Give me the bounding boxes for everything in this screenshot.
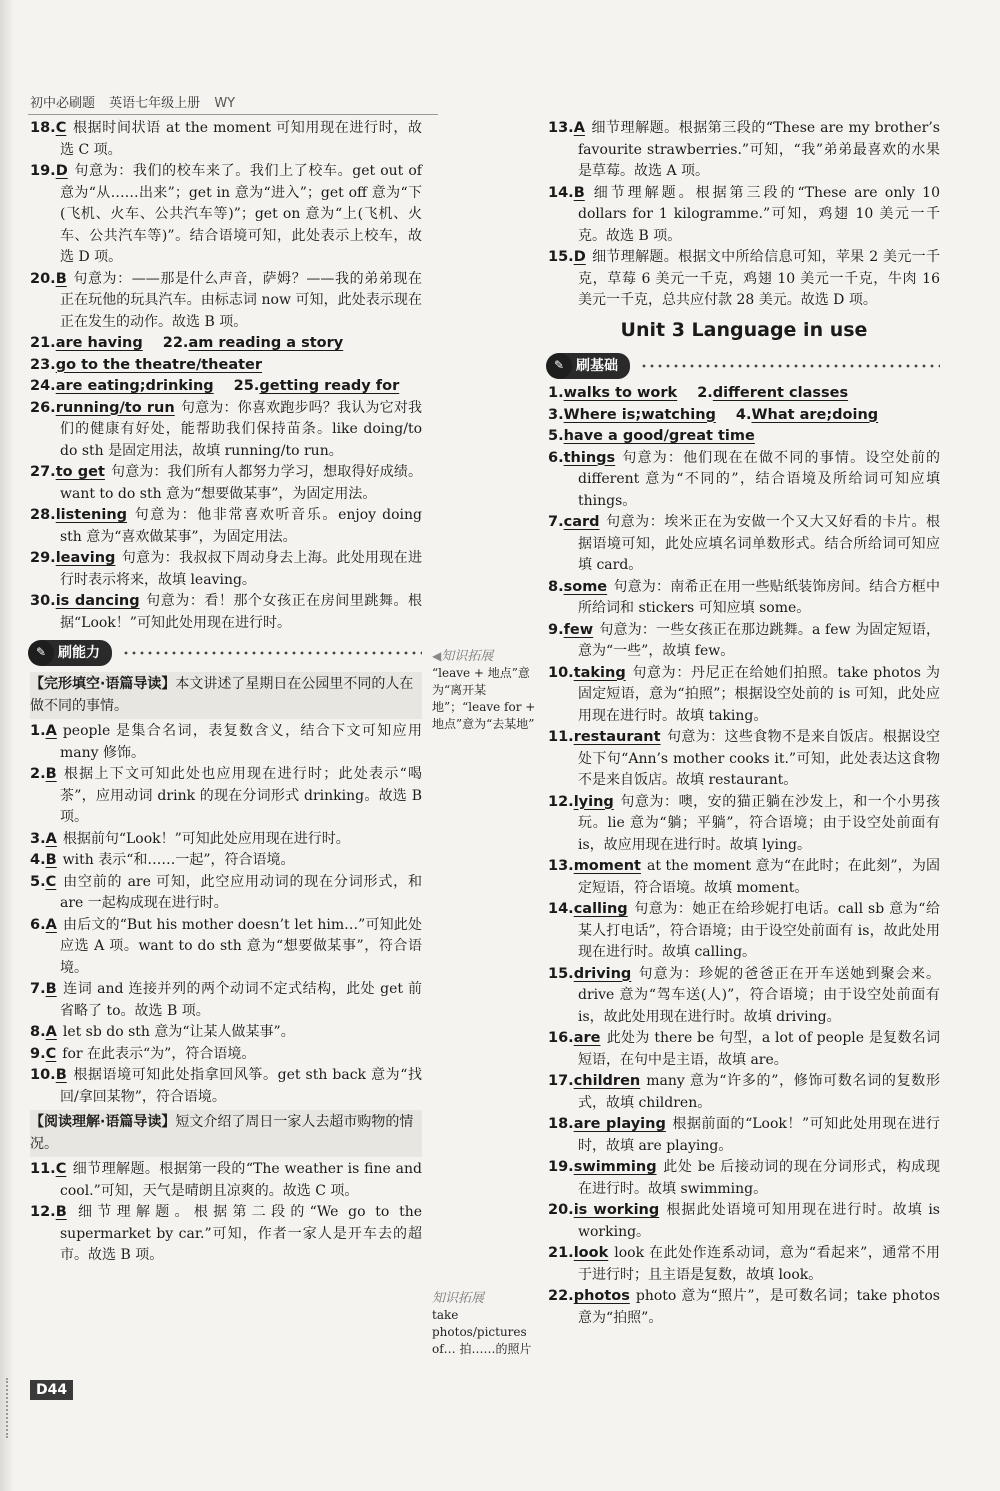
answer-key: am reading a story bbox=[188, 335, 344, 351]
explanation-text: 根据时间状语 at the moment 可知用现在进行时，故选 C 项。 bbox=[60, 120, 422, 158]
question-number: 3. bbox=[548, 406, 564, 423]
question-number: 15. bbox=[548, 249, 574, 265]
answer-key: walks to work bbox=[563, 385, 678, 401]
question-number: 18. bbox=[30, 120, 56, 136]
explanation-text: for 在此表示“为”，符合语境。 bbox=[62, 1045, 256, 1062]
question-number: 5. bbox=[548, 428, 564, 444]
explanation-text: 句意为：埃米正在为安做一个又大又好看的卡片。根据语境可知，此处应填名词单数形式。结合所给词可知应填 card。 bbox=[578, 514, 940, 573]
answer-entry bbox=[30, 829, 422, 851]
answer-list-13-15 bbox=[548, 118, 940, 312]
answer-entry bbox=[30, 462, 422, 505]
explanation-text: at the moment 意为“在此时；在此刻”，为固定短语，符合语境。故填 moment。 bbox=[578, 858, 940, 896]
question-number: 9. bbox=[548, 621, 564, 638]
side-note-text: take photos/pictures of… 拍……的照片 bbox=[432, 1308, 532, 1356]
answer-key: B bbox=[55, 1204, 67, 1220]
answer-entry bbox=[548, 118, 940, 183]
question-number: 11. bbox=[548, 729, 574, 745]
side-note-title: 知识拓展 bbox=[441, 649, 494, 664]
answer-entry bbox=[30, 1202, 422, 1267]
fill-answer-line bbox=[548, 383, 940, 405]
answer-list-6-22 bbox=[548, 448, 940, 1330]
edition-code: WY bbox=[214, 96, 236, 111]
question-number: 20. bbox=[30, 270, 56, 287]
series-name: 初中必刷题 bbox=[30, 96, 96, 111]
cloze-tag: 【完形填空·语篇导读】 bbox=[30, 676, 176, 692]
question-number: 14. bbox=[548, 184, 574, 201]
explanation-text: photo 意为“照片”，是可数名词；take photos 意为“拍照”。 bbox=[578, 1288, 940, 1326]
answer-key: swimming bbox=[573, 1159, 657, 1175]
badge-label: 刷基础 bbox=[560, 353, 630, 379]
answer-entry bbox=[30, 118, 422, 161]
answer-key: Where is;watching bbox=[563, 406, 716, 423]
question-number: 5. bbox=[30, 873, 46, 890]
explanation-text: 细节理解题。根据第一段的“The weather is fine and cool.”可知，天气是晴朗且凉爽的。故选 C 项。 bbox=[60, 1161, 422, 1199]
explanation-text: 句意为：她正在给珍妮打电话。call sb 意为“给某人打电话”，符合语境；由于设空处前面有 is，故此处用现在进行时。故填 calling。 bbox=[578, 901, 940, 960]
explanation-text: 根据前面的“Look！”可知此处用现在进行时，故填 are playing。 bbox=[578, 1116, 940, 1154]
fill-answer-line bbox=[548, 426, 940, 448]
question-number: 4. bbox=[30, 852, 46, 868]
answer-entry bbox=[30, 1044, 422, 1066]
question-number: 19. bbox=[30, 163, 56, 179]
answer-entry bbox=[548, 247, 940, 312]
question-number: 6. bbox=[548, 449, 564, 466]
answer-entry bbox=[30, 915, 422, 980]
question-number: 21. bbox=[548, 1245, 574, 1261]
question-number: 23. bbox=[30, 356, 56, 373]
question-number: 22. bbox=[162, 335, 189, 351]
question-number: 22. bbox=[548, 1288, 574, 1304]
answer-key: are bbox=[573, 1030, 601, 1046]
left-column bbox=[30, 118, 422, 1267]
question-number: 27. bbox=[30, 464, 56, 480]
question-number: 6. bbox=[30, 916, 46, 933]
answer-entry bbox=[548, 899, 940, 964]
answer-key: card bbox=[563, 514, 600, 530]
answer-entry bbox=[548, 620, 940, 663]
reading-answer-list bbox=[30, 1159, 422, 1267]
page-edge-shadow bbox=[0, 0, 14, 1491]
answer-entry bbox=[30, 979, 422, 1022]
question-number: 8. bbox=[548, 578, 564, 595]
fill-answer-line bbox=[30, 355, 422, 377]
question-number: 1. bbox=[548, 385, 564, 401]
question-number: 2. bbox=[697, 385, 713, 401]
explanation-text: 句意为：这些食物不是来自饭店。根据设空处下句“Ann’s mother cooks it.”可知，此处表达这食物不是来自饭店。故填 restaurant。 bbox=[578, 729, 940, 788]
answer-key: to get bbox=[55, 464, 105, 480]
question-number: 21. bbox=[30, 335, 56, 351]
dotted-rule bbox=[122, 651, 422, 655]
question-number: 3. bbox=[30, 830, 46, 847]
answer-entry bbox=[548, 183, 940, 248]
question-number: 12. bbox=[30, 1204, 56, 1220]
answer-key: have a good/great time bbox=[563, 428, 755, 444]
explanation-text: 句意为：我叔叔下周动身去上海。此处用现在进行时表示将来，故填 leaving。 bbox=[60, 550, 422, 588]
reading-tag: 【阅读理解·语篇导读】 bbox=[30, 1114, 176, 1130]
question-number: 7. bbox=[548, 514, 564, 530]
answer-entry bbox=[30, 1022, 422, 1044]
explanation-text: 句意为：一些女孩正在那边跳舞。a few 为固定短语，意为“一些”，故填 few。 bbox=[578, 621, 940, 659]
answer-key: are playing bbox=[573, 1116, 666, 1132]
question-number: 25. bbox=[233, 378, 260, 394]
explanation-text: 句意为：我们的校车来了。我们上了校车。get out of 意为“从……出来”；get in 意为“进入”；get off 意为“下(飞机、火车、公共汽车等)”；get on 意为“上(飞机、火车、公共汽车等)”。结合语境可知，此处表示上校车，故选 D 项。 bbox=[60, 163, 422, 265]
unit-title: Unit 3 Language in use bbox=[620, 318, 868, 341]
fill-answer-line bbox=[30, 376, 422, 398]
answer-key: C bbox=[55, 1161, 67, 1177]
reading-intro bbox=[30, 1110, 422, 1157]
answer-key: running/to run bbox=[55, 399, 175, 416]
question-number: 10. bbox=[548, 664, 574, 681]
explanation-text: 句意为：我们所有人都努力学习，想取得好成绩。want to do sth 意为“想要做某事”，为固定用法。 bbox=[60, 464, 422, 502]
answer-key: different classes bbox=[712, 385, 849, 401]
answer-key: restaurant bbox=[573, 729, 661, 745]
fill-answers-21-25 bbox=[30, 333, 422, 398]
explanation-text: 句意为：看！那个女孩正在房间里跳舞。根据“Look！”可知此处用现在进行时。 bbox=[60, 593, 423, 631]
answer-entry bbox=[548, 1157, 940, 1200]
answer-entry bbox=[30, 850, 422, 872]
answer-key: photos bbox=[573, 1288, 630, 1304]
explanation-text: 句意为：噢，安的猫正躺在沙发上，和一个小男孩玩。lie 意为“躺；平躺”，符合语境；由于设空处前面有 is，故应用现在进行时。故填 lying。 bbox=[578, 793, 940, 853]
answer-key: C bbox=[45, 873, 57, 890]
cloze-answer-list bbox=[30, 721, 422, 1108]
cloze-intro bbox=[30, 672, 422, 719]
question-number: 20. bbox=[548, 1202, 574, 1218]
right-column bbox=[548, 118, 940, 1329]
explanation-text: 细节理解题。根据文中所给信息可知，苹果 2 美元一千克，草莓 6 美元一千克，鸡翅 10 美元一千克，牛肉 16 美元一千克，总共应付款 28 美元。故选 D 项。 bbox=[578, 249, 940, 308]
question-number: 8. bbox=[30, 1024, 46, 1040]
answer-list-26-30 bbox=[30, 398, 422, 635]
pencil-icon: ✎ bbox=[546, 353, 572, 379]
answer-key: listening bbox=[55, 507, 128, 523]
question-number: 19. bbox=[548, 1159, 574, 1175]
answer-key: What are;doing bbox=[751, 406, 879, 423]
answer-key: are having bbox=[55, 335, 143, 351]
answer-entry bbox=[548, 1286, 940, 1329]
answer-list-18-20 bbox=[30, 118, 422, 333]
answer-key: D bbox=[55, 163, 68, 179]
explanation-text: 细节理解题。根据第二段的“We go to the supermarket by car.”可知，作者一家人是开车去的超市。故选 B 项。 bbox=[60, 1204, 422, 1263]
explanation-text: let sb do sth 意为“让某人做某事”。 bbox=[62, 1024, 295, 1040]
running-head bbox=[30, 92, 245, 111]
side-note-title: 知识拓展 bbox=[432, 1291, 485, 1306]
answer-entry bbox=[548, 856, 940, 899]
explanation-text: 句意为：南希正在用一些贴纸装饰房间。结合方框中所给词和 stickers 可知应填 some。 bbox=[578, 578, 940, 616]
answer-key: driving bbox=[573, 965, 632, 982]
answer-entry bbox=[30, 1159, 422, 1202]
answer-key: A bbox=[45, 916, 57, 933]
book-name: 英语七年级上册 bbox=[109, 96, 201, 111]
answer-entry bbox=[30, 548, 422, 591]
answer-key: is dancing bbox=[55, 593, 140, 609]
explanation-text: with 表示“和……一起”，符合语境。 bbox=[62, 852, 295, 868]
answer-entry bbox=[548, 448, 940, 513]
side-note-photos bbox=[432, 1290, 540, 1358]
fill-answers-1-5 bbox=[548, 383, 940, 448]
explanation-text: look 在此处作连系动词，意为“看起来”，通常不用于进行时；且主语是复数，故填 look。 bbox=[578, 1245, 940, 1283]
explanation-text: 句意为：——那是什么声音，萨姆？——我的弟弟现在正在玩他的玩具汽车。由标志词 now 可知，此处表示现在正在发生的动作。故选 B 项。 bbox=[60, 270, 422, 330]
answer-key: go to the theatre/theater bbox=[55, 356, 263, 373]
explanation-text: 句意为：珍妮的爸爸正在开车送她到聚会来。drive 意为“驾车送(人)”，符合语境；由于设空处前面有 is，故此处用现在进行时。故填 driving。 bbox=[578, 965, 940, 1025]
explanation-text: 根据语境可知此处指拿回风筝。get sth back 意为“找回/拿回某物”，符合语境。 bbox=[60, 1067, 422, 1105]
answer-key: A bbox=[45, 1024, 57, 1040]
question-number: 7. bbox=[30, 981, 46, 997]
section-badge-power bbox=[28, 640, 422, 666]
answer-key: things bbox=[563, 449, 616, 466]
answer-entry bbox=[548, 512, 940, 577]
question-number: 9. bbox=[30, 1045, 46, 1062]
answer-key: A bbox=[45, 830, 57, 847]
dotted-rule bbox=[640, 364, 940, 368]
answer-key: A bbox=[573, 120, 585, 136]
answer-key: moment bbox=[573, 858, 641, 874]
question-number: 24. bbox=[30, 378, 56, 394]
answer-key: B bbox=[55, 1067, 67, 1083]
answer-key: taking bbox=[573, 664, 626, 681]
answer-entry bbox=[548, 663, 940, 728]
question-number: 12. bbox=[548, 793, 574, 810]
answer-entry bbox=[548, 577, 940, 620]
explanation-text: 由空前的 are 可知，此空应用动词的现在分词形式，和 are 一起构成现在进行时。 bbox=[60, 873, 422, 911]
question-number: 28. bbox=[30, 507, 56, 523]
reading-intro-text: 短文介绍了周日一家人去超市购物的情况。 bbox=[30, 1114, 414, 1152]
answer-entry bbox=[548, 1028, 940, 1071]
question-number: 16. bbox=[548, 1030, 574, 1046]
page-number: D44 bbox=[30, 1380, 73, 1400]
answer-key: calling bbox=[573, 901, 628, 917]
question-number: 11. bbox=[30, 1161, 56, 1177]
answer-key: are eating;drinking bbox=[55, 378, 214, 394]
answer-key: getting ready for bbox=[259, 378, 400, 394]
explanation-text: 此处 be 后接动词的现在分词形式，构成现在进行时。故填 swimming。 bbox=[578, 1159, 940, 1197]
answer-key: B bbox=[45, 981, 57, 997]
cloze-intro-text: 本文讲述了星期日在公园里不同的人在做不同的事情。 bbox=[30, 676, 414, 714]
side-note-text: “leave + 地点”意为“离开某地”；“leave for + 地点”意为“去某地” bbox=[432, 666, 536, 731]
answer-entry bbox=[30, 764, 422, 829]
answer-key: D bbox=[573, 249, 586, 265]
explanation-text: 连词 and 连接并列的两个动词不定式结构，此处 get 前省略了 to。故选 B 项。 bbox=[60, 981, 422, 1019]
arrow-icon: ◀ bbox=[432, 649, 442, 663]
answer-key: lying bbox=[573, 793, 614, 810]
answer-entry bbox=[30, 505, 422, 548]
question-number: 18. bbox=[548, 1116, 574, 1132]
answer-entry bbox=[30, 591, 422, 634]
explanation-text: 句意为：丹尼正在给她们拍照。take photos 为固定短语，意为“拍照”；根据设空处前的 is 可知，此处应用现在进行时。故填 taking。 bbox=[578, 664, 940, 724]
explanation-text: 句意为：他非常喜欢听音乐。enjoy doing sth 意为“喜欢做某事”，为固定用法。 bbox=[60, 507, 422, 545]
answer-entry bbox=[548, 1243, 940, 1286]
pencil-icon: ✎ bbox=[28, 640, 54, 666]
answer-key: few bbox=[563, 621, 594, 638]
answer-key: A bbox=[45, 723, 57, 739]
question-number: 29. bbox=[30, 550, 56, 566]
explanation-text: 句意为：他们现在在做不同的事情。设空处前的 different 意为“不同的”，结合语境及所给词可知应填 things。 bbox=[578, 449, 940, 509]
answer-key: leaving bbox=[55, 550, 116, 566]
header-rule bbox=[28, 114, 438, 115]
answer-key: look bbox=[573, 1245, 609, 1261]
question-number: 4. bbox=[735, 406, 752, 423]
question-number: 17. bbox=[548, 1073, 574, 1089]
answer-entry bbox=[548, 1071, 940, 1114]
question-number: 15. bbox=[548, 965, 574, 982]
fill-answer-line bbox=[30, 333, 422, 355]
answer-entry bbox=[548, 964, 940, 1029]
answer-key: some bbox=[563, 578, 608, 595]
question-number: 1. bbox=[30, 723, 46, 739]
explanation-text: many 意为“许多的”，修饰可数名词的复数形式，故填 children。 bbox=[578, 1073, 940, 1111]
answer-entry bbox=[548, 792, 940, 857]
answer-entry bbox=[548, 1114, 940, 1157]
question-number: 10. bbox=[30, 1067, 56, 1083]
answer-key: is working bbox=[573, 1202, 660, 1218]
page-corner-rule bbox=[6, 1378, 28, 1438]
badge-label: 刷能力 bbox=[42, 640, 112, 666]
answer-entry bbox=[30, 872, 422, 915]
answer-key: B bbox=[55, 270, 67, 287]
answer-key: B bbox=[45, 766, 57, 782]
question-number: 13. bbox=[548, 120, 574, 136]
question-number: 26. bbox=[30, 399, 56, 416]
answer-entry bbox=[30, 398, 422, 463]
explanation-text: 此处为 there be 句型，a lot of people 是复数名词短语，在句中是主语，故填 are。 bbox=[578, 1030, 940, 1068]
question-number: 2. bbox=[30, 766, 46, 782]
answer-key: B bbox=[45, 852, 57, 868]
answer-key: children bbox=[573, 1073, 641, 1089]
answer-key: C bbox=[45, 1045, 57, 1062]
explanation-text: 细节理解题。根据第三段的“These are only 10 dollars for 1 kilogramme.”可知，鸡翅 10 美元一千克。故选 B 项。 bbox=[578, 184, 940, 244]
answer-key: C bbox=[55, 120, 67, 136]
explanation-text: 由后文的“But his mother doesn’t let him…”可知此处应选 A 项。want to do sth 意为“想要做某事”，符合语境。 bbox=[60, 916, 422, 976]
answer-entry bbox=[30, 721, 422, 764]
explanation-text: 细节理解题。根据第三段的“These are my brother’s favourite strawberries.”可知，“我”弟弟最喜欢的水果是草莓。故选 A 项。 bbox=[578, 120, 940, 179]
answer-entry bbox=[548, 1200, 940, 1243]
question-number: 30. bbox=[30, 593, 56, 609]
answer-entry bbox=[30, 161, 422, 269]
side-note-leave bbox=[432, 648, 540, 733]
answer-entry bbox=[30, 1065, 422, 1108]
fill-answer-line bbox=[548, 405, 940, 427]
explanation-text: 根据上下文可知此处也应用现在进行时；此处表示“喝茶”，应用动词 drink 的现在分词形式 drinking。故选 B 项。 bbox=[60, 766, 422, 825]
section-badge-basic bbox=[546, 353, 940, 379]
answer-key: B bbox=[573, 184, 585, 201]
question-number: 14. bbox=[548, 901, 574, 917]
explanation-text: people 是集合名词，表复数含义，结合下文可知应用 many 修饰。 bbox=[60, 723, 422, 761]
answer-entry bbox=[548, 727, 940, 792]
explanation-text: 根据前句“Look！”可知此处应用现在进行时。 bbox=[62, 830, 350, 847]
question-number: 13. bbox=[548, 858, 574, 874]
answer-entry bbox=[30, 269, 422, 334]
explanation-text: 根据此处语境可知用现在进行时。故填 is working。 bbox=[578, 1202, 940, 1240]
explanation-text: 句意为：你喜欢跑步吗？我认为它对我们的健康有好处，能帮助我们保持苗条。like doing/to do sth 是固定用法，故填 running/to run。 bbox=[60, 399, 423, 459]
